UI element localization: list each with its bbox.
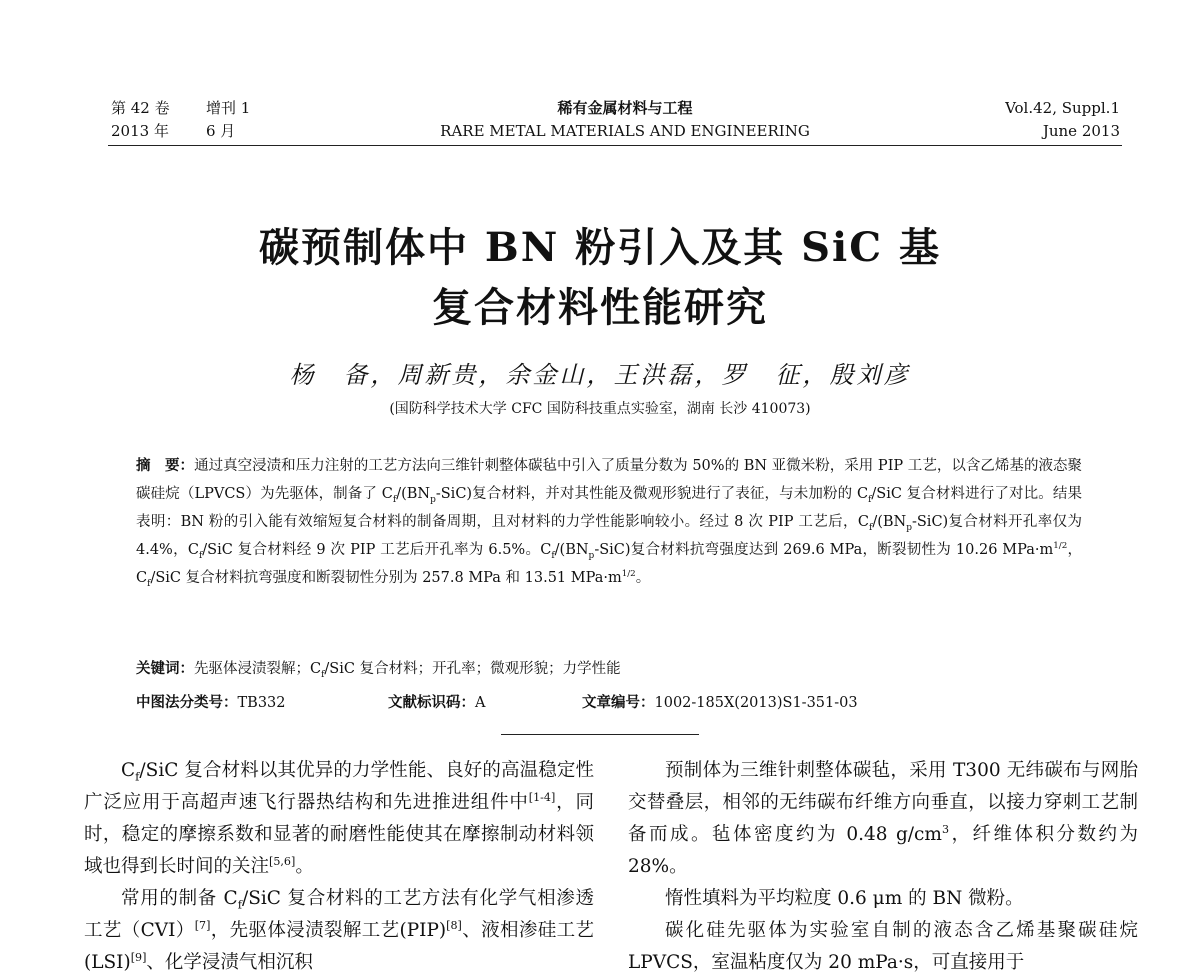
subscript: f (198, 550, 203, 561)
body-text: 预制体为三维针刺整体碳毡，采用 T300 无纬碳布与网胎交替叠层，相邻的无纬碳布纤维方向垂直，以接力穿刺工艺制备而成。毡体密度约为 0.48 g/cm (628, 760, 1138, 845)
abstract-text: /SiC 复合材料抗弯强度和断裂韧性分别为 257.8 MPa 和 13.51 MPa·m (150, 570, 622, 586)
header-issue: 增刊 1 (206, 99, 251, 117)
subscript: p (430, 494, 436, 505)
doc-code-label: 文献标识码： (388, 694, 475, 711)
article-number-label: 文章编号： (582, 694, 655, 711)
article-number (582, 692, 858, 714)
subscript: f (147, 578, 151, 589)
citation: [5,6] (269, 854, 296, 868)
subscript: f (237, 897, 242, 912)
journal-title-cn: 稀有金属材料与工程 (557, 99, 693, 117)
doc-code-value: A (475, 695, 486, 711)
abstract-text: 。 (635, 570, 651, 586)
superscript: 3 (941, 822, 949, 836)
clc-number (136, 692, 286, 714)
body-paragraph (628, 755, 1138, 883)
paper-title-line1: 碳预制体中 BN 粉引入及其 SiC 基 (259, 224, 941, 271)
keywords-text: /SiC 复合材料；开孔率；微观形貌；力学性能 (324, 661, 621, 677)
body-paragraph: 碳化硅先驱体为实验室自制的液态含乙烯基聚碳硅烷 LPVCS，室温粘度仅为 20 mPa·s，可直接用于 (628, 920, 1138, 973)
header-vol-en: Vol.42, Suppl.1 (1005, 99, 1120, 117)
article-number-value: 1002-185X(2013)S1-351-03 (654, 695, 858, 711)
body-text: 、液相渗硅工艺(LSI) (84, 920, 594, 973)
body-column-left (84, 755, 594, 979)
superscript: 1/2 (1053, 541, 1068, 552)
body-text: (PIP) (399, 920, 447, 941)
abstract-text: /SiC 复合材料经 9 次 PIP 工艺后开孔率为 6.5%。C (202, 542, 552, 558)
citation: [8] (446, 918, 462, 932)
abstract-text: /(BN (872, 514, 907, 530)
header-year: 2013 年 (111, 122, 169, 140)
header-volume: 第 42 卷 (111, 99, 170, 117)
abstract-text: -SiC)复合材料，并对其性能及微观形貌进行了表征，与未加粉的 C (435, 486, 869, 502)
section-divider (501, 734, 699, 735)
abstract-text: ，C (136, 542, 1082, 586)
abstract-text: -SiC)复合材料开孔率仅为 4.4%，C (136, 514, 1082, 558)
author-list: 杨 备，周新贵，余金山，王洪磊，罗 征，殷刘彦 (289, 361, 911, 389)
keywords-text: 先驱体浸渍裂解；C (194, 661, 322, 677)
body-text: /SiC 复合材料的工艺方法有化学气相渗透工艺（CVI） (84, 888, 594, 941)
body-paragraph: 惰性填料为平均粒度 0.6 μm 的 BN 微粉。 (665, 888, 1024, 909)
subscript: f (868, 522, 873, 533)
body-text: /SiC 复合材料以其优异的力学性能、良好的高温稳定性广泛应用于高超声速飞行器热结构和先进推进组件中 (84, 760, 594, 813)
subscript: f (392, 494, 397, 505)
abstract-text: -SiC)复合材料抗弯强度达到 269.6 MPa，断裂韧性为 10.26 MPa·m (594, 542, 1054, 558)
body-text: 。 (295, 856, 314, 877)
citation: [9] (130, 950, 147, 964)
abstract-text: /SiC 复合材料进行了对比。结果表明：BN 粉的引入能有效缩短复合材料的制备周期，且对材料的力学性能影响较小。经过 8 次 PIP 工艺后，C (136, 486, 1082, 530)
paper-title-line2: 复合材料性能研究 (432, 284, 768, 331)
body-paragraph (84, 755, 594, 883)
abstract-text: /(BN (554, 542, 589, 558)
header-month: 6 月 (206, 122, 236, 140)
clc-value: TB332 (237, 695, 286, 711)
citation: [7] (194, 918, 211, 932)
subscript: f (868, 494, 872, 505)
clc-label: 中图法分类号： (136, 694, 238, 711)
citation: [1-4] (528, 790, 556, 804)
affiliation: (国防科学技术大学 CFC 国防科技重点实验室，湖南 长沙 410073) (389, 401, 811, 417)
keywords-label: 关键词： (136, 660, 194, 677)
subscript: f (551, 550, 555, 561)
body-text: 、化学浸渍气相沉积 (146, 952, 313, 973)
subscript: p (588, 550, 595, 561)
journal-title-en: RARE METAL MATERIALS AND ENGINEERING (440, 122, 810, 140)
body-text: 常用的制备 C (121, 888, 238, 909)
body-paragraph (84, 883, 594, 979)
body-column-right (628, 755, 1138, 979)
body-text: ，同时，稳定的摩擦系数和显著的耐磨性能使其在摩擦制动材料领域也得到长时间的关注 (84, 792, 594, 877)
abstract-text: /(BN (396, 486, 431, 502)
body-text: ，纤维体积分数约为 28%。 (628, 824, 1138, 877)
body-text: C (121, 760, 136, 781)
superscript: 1/2 (621, 569, 636, 580)
abstract (136, 452, 1082, 592)
header-date-en: June 2013 (1042, 122, 1120, 140)
subscript: f (135, 769, 140, 784)
subscript: f (321, 669, 325, 680)
abstract-label: 摘 要： (136, 457, 195, 474)
body-text: ，先驱体浸渍裂解工艺 (210, 920, 400, 941)
subscript: p (906, 522, 912, 533)
abstract-text: 通过真空浸渍和压力注射的工艺方法向三维针刺整体碳毡中引入了质量分数为 50%的 BN 亚微米粉，采用 PIP 工艺，以含乙烯基的液态聚碳硅烷（LPVCS）为先驱体，制备了 C (136, 458, 1082, 502)
keywords (136, 655, 1082, 683)
doc-code (388, 692, 485, 714)
header-rule (108, 145, 1122, 146)
